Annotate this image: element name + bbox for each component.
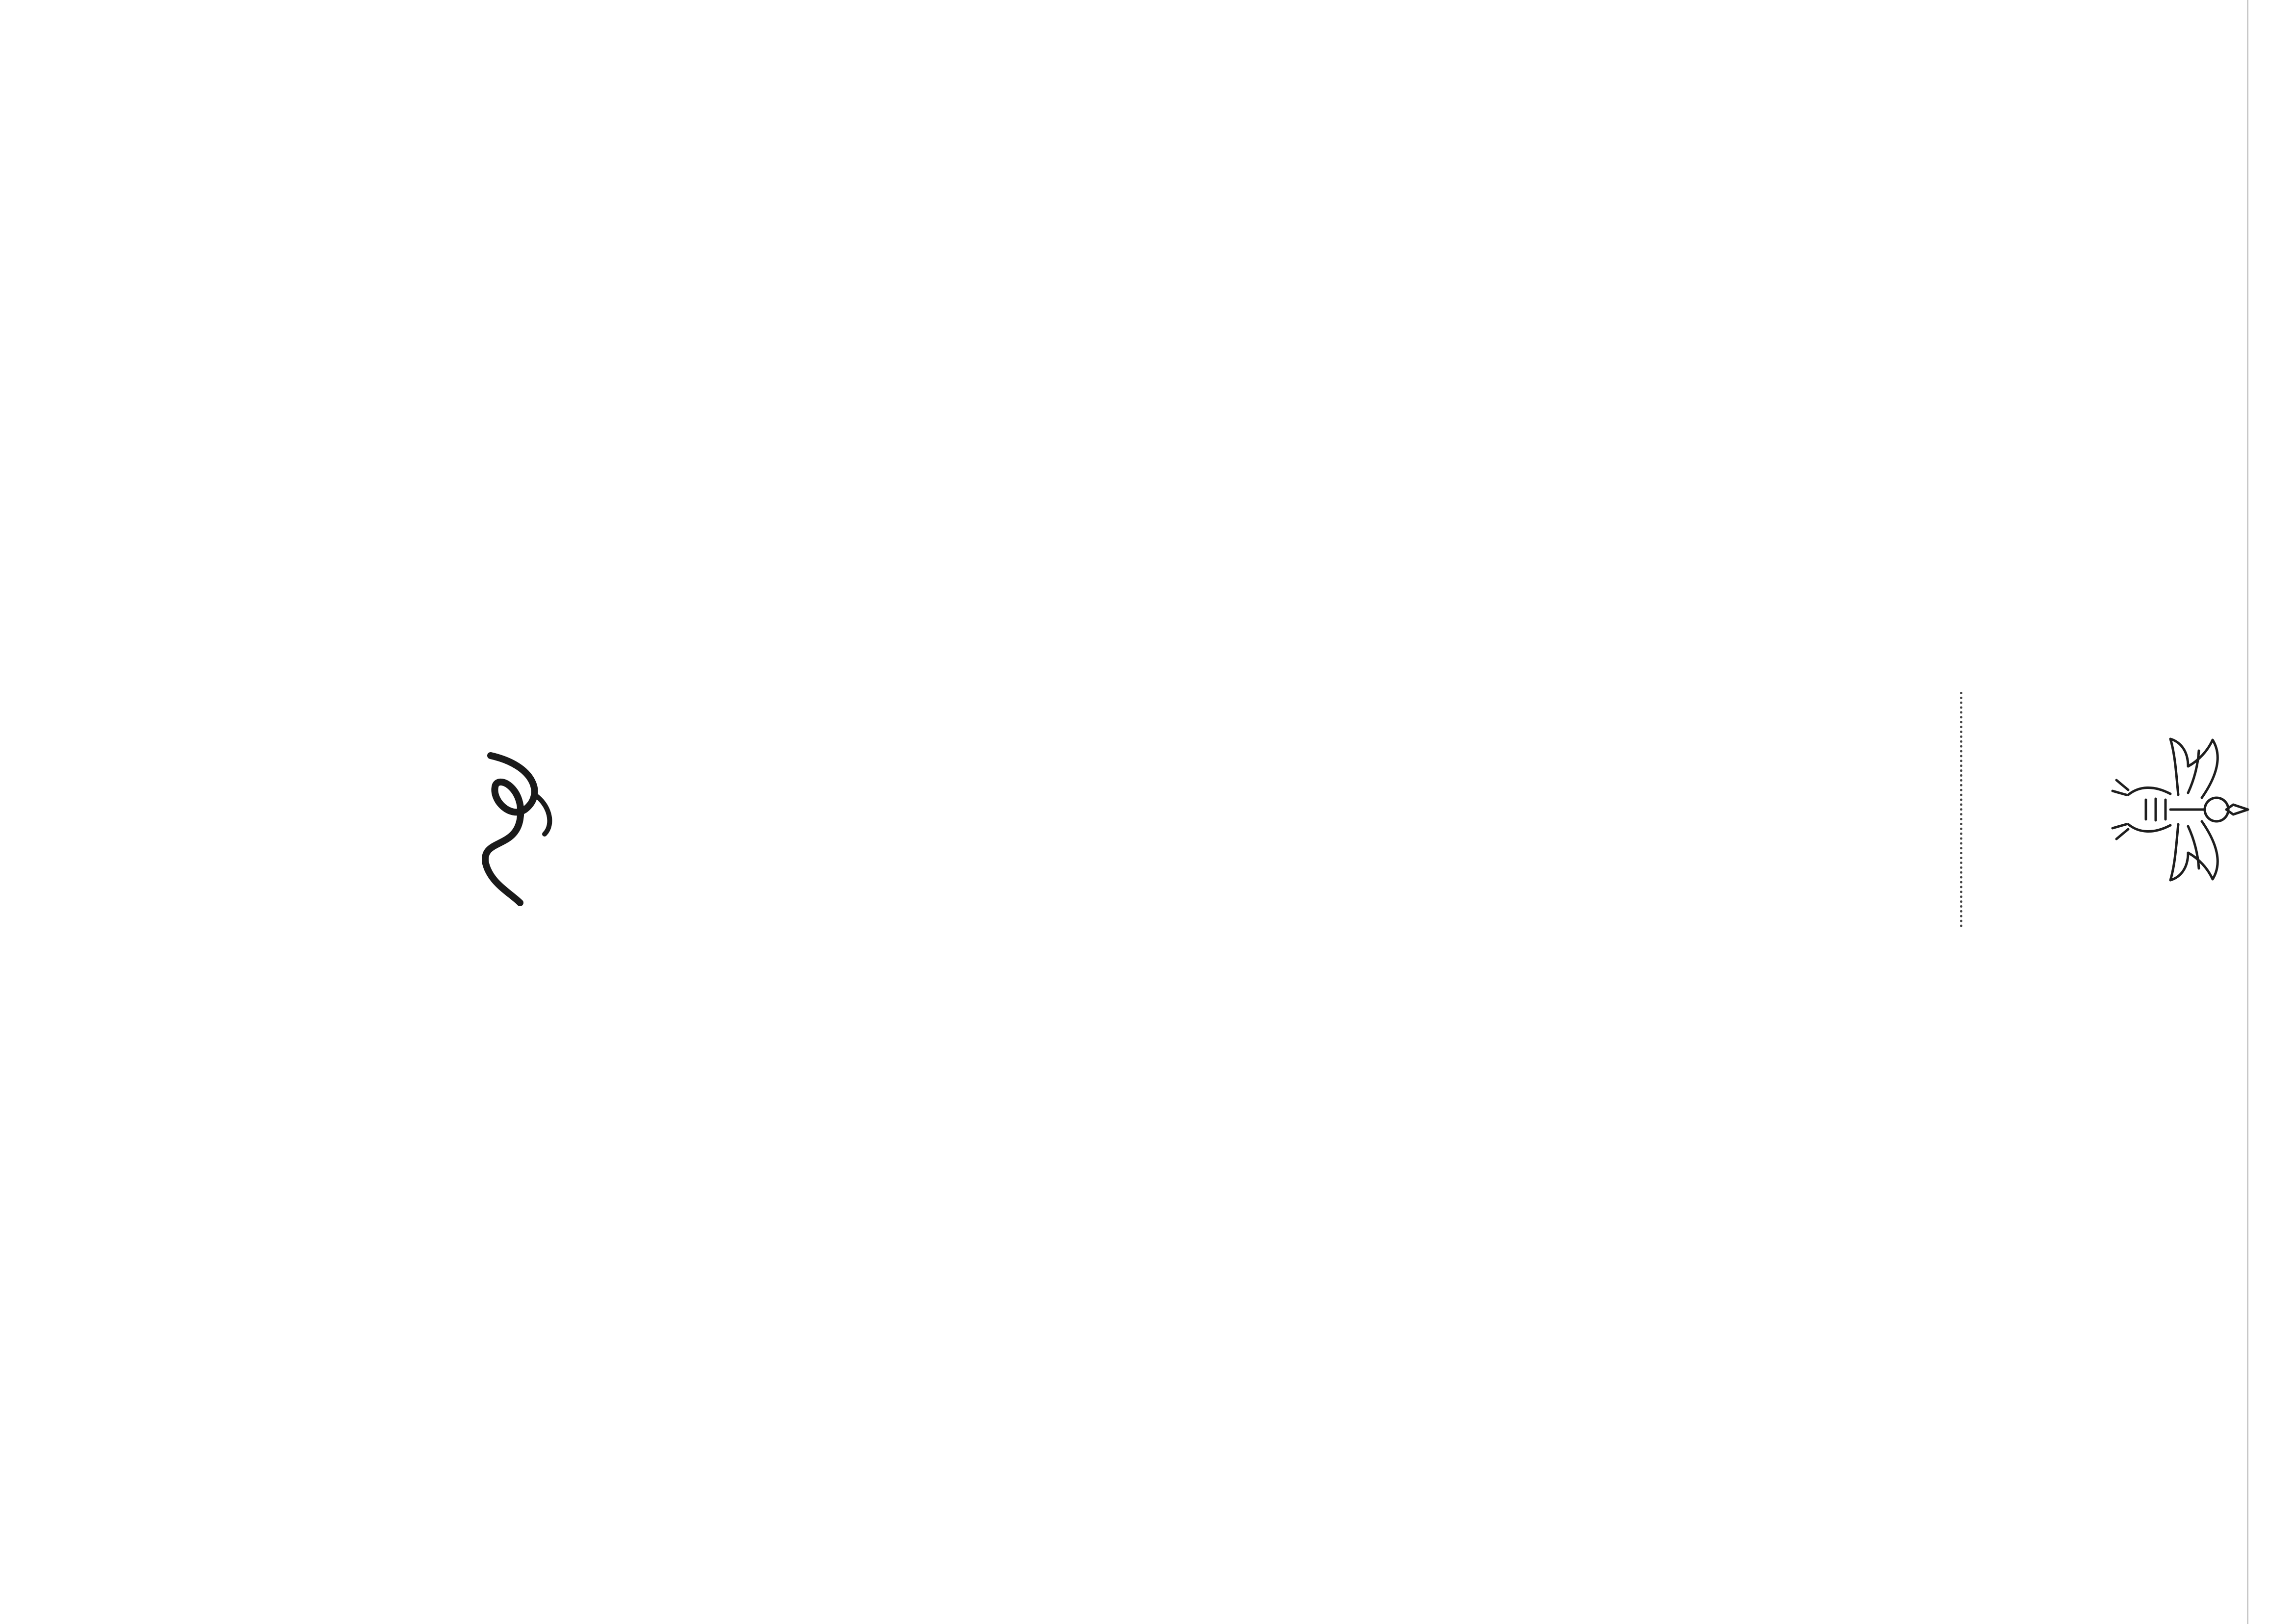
body-line	[872, 147, 918, 1501]
body-line	[1887, 147, 1933, 1501]
village-list-item	[1333, 147, 1380, 1501]
village-list-item	[1287, 147, 1333, 1501]
body-line	[1610, 147, 1656, 1501]
body-line	[1656, 147, 1702, 1501]
village-list-item	[1149, 147, 1195, 1501]
garuda-emblem-icon	[2110, 731, 2257, 888]
village-list-item	[1103, 147, 1149, 1501]
village-list-item	[1057, 147, 1103, 1501]
village-list-item	[1195, 147, 1241, 1501]
body-line	[826, 147, 872, 1501]
body-line	[1472, 147, 1518, 1501]
date-line	[437, 530, 486, 1462]
body-line	[1564, 147, 1610, 1501]
village-list-item	[1380, 147, 1426, 1501]
body-line	[918, 147, 965, 1501]
village-list-item	[1426, 147, 1472, 1501]
body-text	[688, 147, 1933, 1501]
body-line	[1795, 147, 1841, 1501]
body-line	[688, 147, 734, 1501]
header-divider	[1960, 692, 1962, 927]
body-line	[1748, 147, 1795, 1501]
body-line	[1518, 147, 1564, 1501]
body-line	[780, 147, 826, 1501]
village-list-item	[1241, 147, 1287, 1501]
village-list-item	[1011, 147, 1057, 1501]
body-line	[1841, 147, 1887, 1501]
body-line	[965, 147, 1011, 1501]
body-line	[734, 147, 780, 1501]
body-line	[1702, 147, 1748, 1501]
